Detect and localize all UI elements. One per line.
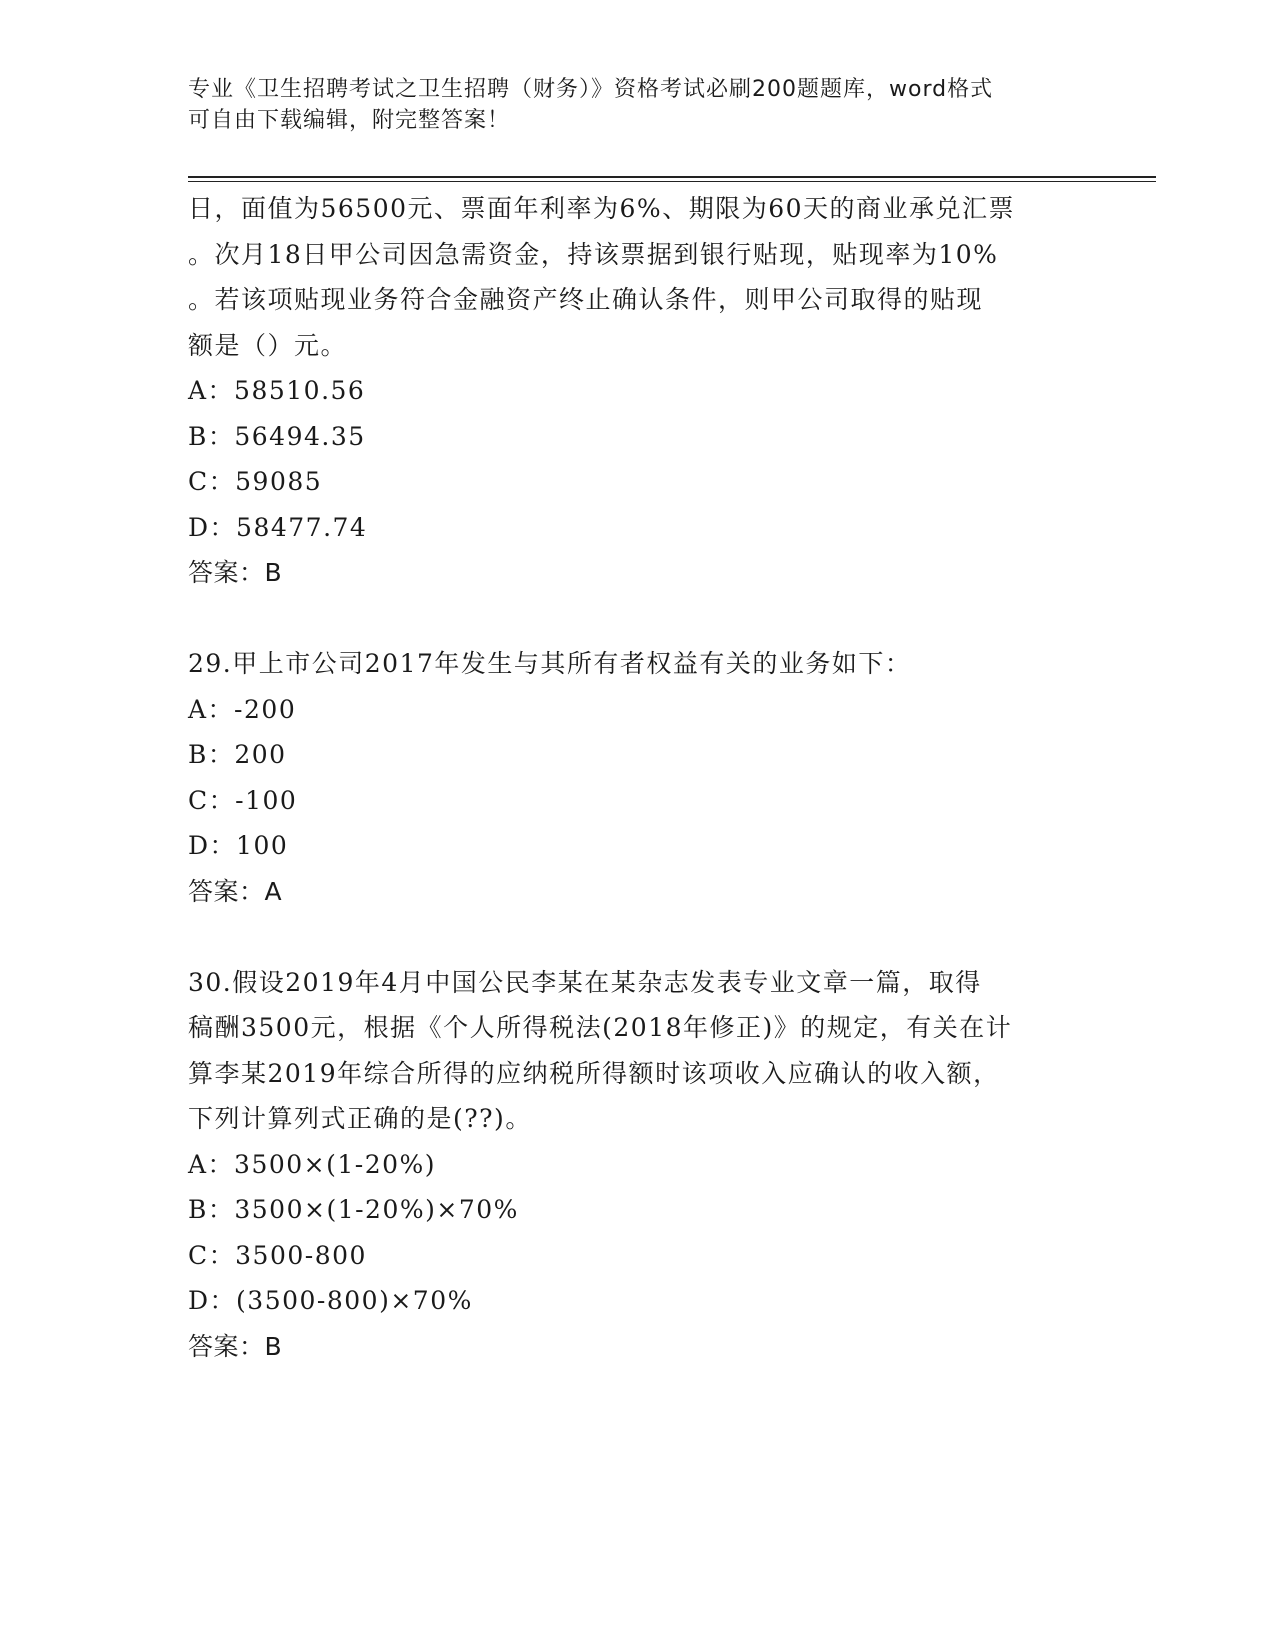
- question-stem-line: 日，面值为56500元、票面年利率为6%、期限为60天的商业承兑汇票: [188, 194, 1016, 223]
- option-b: B：56494.35: [188, 421, 366, 451]
- header-line-1: 专业《卫生招聘考试之卫生招聘（财务）》资格考试必刷200题题库，word格式: [188, 77, 994, 102]
- option-a: A：3500×(1-20%): [188, 1149, 437, 1179]
- answer-line: 答案：A: [188, 876, 283, 906]
- option-d: D：(3500-800)×70%: [188, 1286, 473, 1315]
- option-b: B：200: [188, 740, 287, 769]
- option-b: B：3500×(1-20%)×70%: [188, 1195, 519, 1224]
- question-stem-line: 稿酬3500元，根据《个人所得税法(2018年修正)》的规定，有关在计: [188, 1013, 1013, 1042]
- question-spacer: [188, 914, 1148, 960]
- option-a: A：58510.56: [188, 376, 366, 405]
- option-c: C：-100: [188, 785, 298, 815]
- question-stem-line: 29.甲上市公司2017年发生与其所有者权益有关的业务如下：: [188, 649, 912, 678]
- document-header: [188, 74, 1088, 136]
- question-spacer: [188, 596, 1148, 642]
- header-line-2: 可自由下载编辑，附完整答案！: [188, 108, 511, 133]
- question-stem-line: 算李某2019年综合所得的应纳税所得额时该项收入应确认的收入额，: [188, 1058, 1000, 1088]
- option-c: C：3500-800: [188, 1240, 367, 1270]
- question-stem-line: 下列计算列式正确的是(??)。: [188, 1104, 532, 1133]
- header-divider-thick: [188, 176, 1156, 178]
- question-stem-line: 30.假设2019年4月中国公民李某在某杂志发表专业文章一篇，取得: [188, 967, 982, 997]
- answer-line: 答案：B: [188, 1331, 283, 1361]
- question-stem-line: 额是（）元。: [188, 330, 348, 360]
- option-d: D：58477.74: [188, 512, 368, 542]
- answer-line: 答案：B: [188, 558, 283, 587]
- option-c: C：59085: [188, 467, 323, 496]
- header-divider-thin: [188, 181, 1156, 182]
- option-d: D：100: [188, 831, 289, 860]
- question-30: [188, 960, 1148, 1370]
- question-stem-line: 。次月18日甲公司因急需资金，持该票据到银行贴现，贴现率为10%: [188, 239, 999, 269]
- question-stem-line: 。若该项贴现业务符合金融资产终止确认条件，则甲公司取得的贴现: [188, 285, 984, 314]
- question-28: [188, 186, 1148, 596]
- question-29: [188, 641, 1148, 914]
- option-a: A：-200: [188, 694, 297, 724]
- question-content: [188, 186, 1148, 1369]
